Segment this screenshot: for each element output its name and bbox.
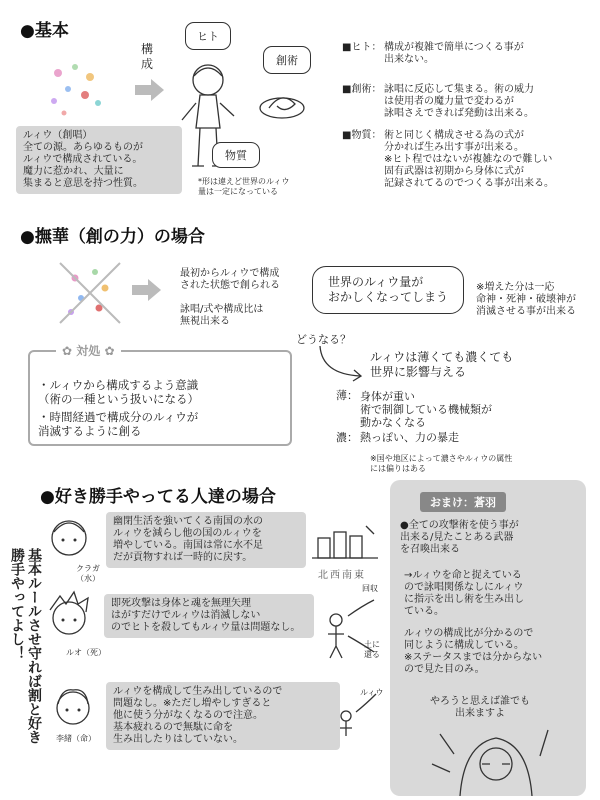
definition-value: 術と同じく構成させる為の式が 分かれば生み出す事が出来る。 ※ヒト程ではないが複雑なので難しい 固有武器は初期から身体に式が 記録されてるのでつくる事が出来る。: [384, 130, 554, 189]
flower-icon: ✿: [62, 344, 73, 358]
definition-key: ■物質：: [342, 130, 382, 141]
kuraga-portrait: [46, 514, 92, 564]
char-description: ルィウを構成して生み出しているので 問題なし。※ただし増やしすぎると 他に使う分がなくなるので注意。 基本疲れるので無駄に命を 生み出したりはしていない。: [106, 682, 340, 750]
compass-east: 東: [354, 570, 366, 581]
countermeasure-label: [56, 342, 121, 359]
world-luiu-bubble: [312, 266, 464, 314]
bubble-sojutsu-label: 創術: [276, 54, 298, 67]
crossed-sparkles-illustration: [55, 258, 125, 328]
curved-arrow-icon: [316, 344, 366, 384]
char-name: ルオ（死）: [66, 648, 106, 657]
recovery-label: 回収: [362, 584, 378, 593]
thick-text: 熱っぽい、力の暴走: [360, 431, 459, 444]
countermeasure-item-1: ・ルィウから構成するよう意識 （術の一種という扱いになる）: [38, 378, 199, 406]
definition-sojutsu: [342, 84, 592, 124]
compass-labels: [318, 566, 366, 581]
ruo-portrait: [44, 590, 94, 644]
create-description-1: 最初からルィウで構成 された状態で創られる: [180, 268, 280, 291]
compose-arrow-icon: [135, 78, 165, 102]
omake-text-4: やろうと思えば誰でも 出来ますよ: [430, 696, 530, 719]
definition-value: 構成が複雑で簡単につくる事が 出来ない。: [384, 42, 524, 65]
section3-heading: ●好き勝手やってる人達の場合: [40, 487, 276, 507]
definition-key: ■創術：: [342, 84, 382, 95]
char-description: 幽閉生活を強いてくる南国の水の ルィウを減らし他の国のルィウを 増やしている。南国は常に水不足 だが貢物すれば一時的に戻す。: [106, 512, 306, 568]
bubble-busshitsu-label: 物質: [225, 149, 247, 162]
omake-title: おまけ：蒼羽: [420, 492, 506, 512]
omake-text-1: ●全ての攻撃術を使う事が 出来る/見たことある武器 を召喚出来る: [400, 520, 519, 555]
omake-text-2: →ルィウを命と捉えている ので詠唱関係なしにルィウ に指示を出し術を生み出し ている。: [404, 570, 524, 617]
rio-portrait: [50, 682, 96, 730]
omake-text-3: ルィウの構成比が分かるので 同じように構成している。 ※ステータスまでは分からない ので見た目のみ。: [404, 628, 543, 675]
compass-south: 南: [342, 570, 354, 581]
section1-heading: ●基本: [20, 21, 69, 41]
compass-north: 北: [318, 570, 330, 581]
region-note: ※国や地区によって濃さやルィウの属性 には偏りはある: [370, 454, 513, 473]
create-description-2: 詠唱/式や構成比は 無視出来る: [180, 304, 264, 327]
compass-west: 西: [330, 570, 342, 581]
bubble-busshitsu: [212, 142, 260, 168]
compose-label: 構 成: [141, 42, 154, 71]
char-description: 即死攻撃は身体と魂を無理矢理 はがすだけでルィウは消滅しない のでヒトを殺してもルィウ量は問題なし。: [104, 594, 314, 638]
section2-heading: ●撫華（創の力）の場合: [20, 227, 205, 247]
countermeasure-item-2: ・時間経過で構成分のルィウが 消滅するように創る: [38, 410, 199, 438]
arrow-right-icon: [132, 278, 162, 302]
effect-heading: ルィウは薄くても濃くても 世界に影響与える: [370, 350, 514, 379]
definition-busshitsu: [342, 130, 592, 194]
definition-key: ■ヒト：: [342, 42, 382, 53]
luiu-definition-box: ルィウ（創唱） 全ての源。あらゆるものが ルィウで構成されている。 魔力に惹かれ、大量に 集まると意思を持つ性質。: [16, 126, 182, 194]
shape-note: *形は違えど世界のルィウ 量は一定になっている: [198, 177, 290, 196]
definition-hito: [342, 42, 592, 72]
thin-label: 薄：: [336, 389, 358, 402]
dounaru-label: どうなる？: [296, 333, 351, 346]
luiu-label: ルィウ: [360, 688, 384, 697]
char-name: クラガ （水）: [76, 564, 100, 583]
bubble-hito: [185, 22, 231, 50]
luiu-sparkles-illustration: [40, 55, 110, 120]
bubble-hito-label: ヒト: [197, 30, 219, 43]
swirl-spell-illustration: [255, 84, 310, 124]
side-rule-label: 基本ルールさせ守れば割と好き勝手やってよし！: [9, 548, 42, 744]
countermeasure-label-text: 対処: [76, 344, 101, 358]
thin-text: 身体が重い 術で制御している機械類が 動かなくなる: [360, 390, 492, 429]
bubble-sojutsu: [263, 46, 311, 74]
side-note: ※増えた分は一応 命神・死神・破壊神が 消滅させる事が出来る: [476, 282, 576, 317]
flower-icon: ✿: [104, 344, 115, 358]
world-luiu-text: 世界のルィウ量が おかしくなってしまう: [327, 275, 448, 304]
soha-character-sketch: [420, 724, 570, 796]
castle-sketch-illustration: [310, 520, 380, 564]
char-name: 李緒（命）: [56, 734, 96, 743]
thick-label: 濃：: [336, 431, 358, 444]
definition-value: 詠唱に反応して集まる。術の威力 は使用者の魔力量で変わるが 詠唱さえできれば発動は出来る。: [384, 84, 534, 119]
return-earth-label: 土に 還る: [364, 640, 380, 659]
